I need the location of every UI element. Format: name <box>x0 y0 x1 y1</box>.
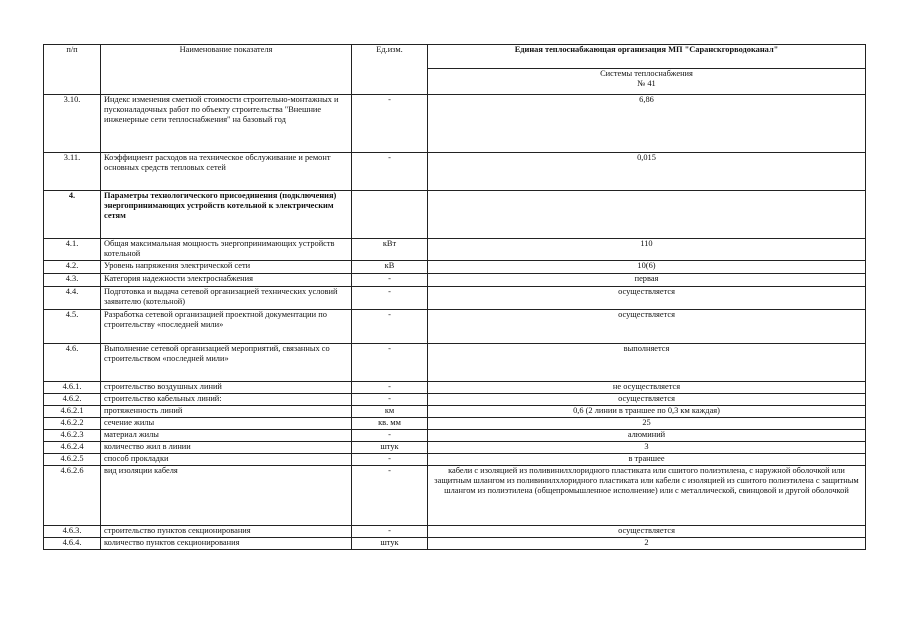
row-unit: кВт <box>352 239 428 261</box>
row-num: 3.11. <box>44 153 101 191</box>
row-unit: кВ <box>352 261 428 274</box>
row-num: 4.6.1. <box>44 382 101 394</box>
row-value: кабели с изоляцией из поливинилхлоридного пластиката или сшитого полиэтилена, с наружной оболочкой или защитным шлангом из поливинилхлоридного пластиката или кабели с изоляцией из сшитого полиэтилена с защитным шлангом из полиэтилена (общепромышленное исполнение) или с металлической, свинцовой и другой оболочкой <box>428 466 866 526</box>
header-unit: Ед.изм. <box>352 45 428 95</box>
table-row <box>44 95 866 153</box>
header-systems <box>428 69 866 95</box>
row-name: Подготовка и выдача сетевой организацией технических условий заявителю (котельной) <box>101 287 352 310</box>
row-name: Уровень напряжения электрической сети <box>101 261 352 274</box>
row-unit: штук <box>352 442 428 454</box>
row-value <box>428 191 866 239</box>
table-row <box>44 274 866 287</box>
row-name: количество пунктов секционирования <box>101 538 352 550</box>
row-name: материал жилы <box>101 430 352 442</box>
row-name: строительство пунктов секционирования <box>101 526 352 538</box>
row-num: 4.4. <box>44 287 101 310</box>
table-row <box>44 394 866 406</box>
row-value: не осуществляется <box>428 382 866 394</box>
row-value: 10(6) <box>428 261 866 274</box>
row-unit: штук <box>352 538 428 550</box>
row-unit: - <box>352 95 428 153</box>
table-row <box>44 418 866 430</box>
row-value: осуществляется <box>428 526 866 538</box>
header-systems-line1: Системы теплоснабжения <box>600 69 693 78</box>
row-name: количество жил в линии <box>101 442 352 454</box>
table-row <box>44 287 866 310</box>
table-row <box>44 442 866 454</box>
row-unit: - <box>352 274 428 287</box>
header-name: Наименование показателя <box>101 45 352 95</box>
row-unit: - <box>352 310 428 344</box>
row-name: Коэффициент расходов на техническое обслуживание и ремонт основных средств тепловых сетей <box>101 153 352 191</box>
row-num: 4.6. <box>44 344 101 382</box>
table-row <box>44 406 866 418</box>
row-value: 110 <box>428 239 866 261</box>
row-num: 4.6.4. <box>44 538 101 550</box>
row-num: 4.6.2.6 <box>44 466 101 526</box>
row-num: 4. <box>44 191 101 239</box>
row-name: Индекс изменения сметной стоимости строительно-монтажных и пусконаладочных работ по объекту строительства "Внешние инженерные сети теплоснабжения" на базовый год <box>101 95 352 153</box>
table-row <box>44 538 866 550</box>
row-unit: - <box>352 454 428 466</box>
row-name: способ прокладки <box>101 454 352 466</box>
row-num: 4.6.2.4 <box>44 442 101 454</box>
row-name: Параметры технологического присоединения (подключения) энергопринимающих устройств котельной к электрическим сетям <box>101 191 352 239</box>
header-org: Единая теплоснабжающая организация МП "Саранскгорводоканал" <box>428 45 866 69</box>
row-num: 4.2. <box>44 261 101 274</box>
row-name: Категория надежности электроснабжения <box>101 274 352 287</box>
row-name: протяженность линий <box>101 406 352 418</box>
row-num: 4.6.3. <box>44 526 101 538</box>
row-value: в траншее <box>428 454 866 466</box>
row-name: вид изоляции кабеля <box>101 466 352 526</box>
row-unit: - <box>352 382 428 394</box>
row-name: Выполнение сетевой организацией мероприятий, связанных со строительством «последней мили» <box>101 344 352 382</box>
row-num: 4.3. <box>44 274 101 287</box>
row-value: осуществляется <box>428 394 866 406</box>
table-row <box>44 261 866 274</box>
row-unit: кв. мм <box>352 418 428 430</box>
row-unit: км <box>352 406 428 418</box>
table-row <box>44 526 866 538</box>
row-value: 2 <box>428 538 866 550</box>
table-row <box>44 466 866 526</box>
table-row <box>44 454 866 466</box>
row-value: 3 <box>428 442 866 454</box>
row-value: 25 <box>428 418 866 430</box>
row-unit: - <box>352 466 428 526</box>
row-num: 4.1. <box>44 239 101 261</box>
row-value: осуществляется <box>428 287 866 310</box>
row-unit: - <box>352 287 428 310</box>
row-num: 4.6.2.5 <box>44 454 101 466</box>
row-num: 3.10. <box>44 95 101 153</box>
table-row <box>44 153 866 191</box>
table-row <box>44 239 866 261</box>
row-unit: - <box>352 526 428 538</box>
row-value: алюминий <box>428 430 866 442</box>
row-value: осуществляется <box>428 310 866 344</box>
row-unit: - <box>352 394 428 406</box>
row-name: Общая максимальная мощность энергопринимающих устройств котельной <box>101 239 352 261</box>
table-row <box>44 382 866 394</box>
row-name: сечение жилы <box>101 418 352 430</box>
row-unit: - <box>352 344 428 382</box>
table-row <box>44 310 866 344</box>
row-unit: - <box>352 153 428 191</box>
row-num: 4.5. <box>44 310 101 344</box>
header-num: п/п <box>44 45 101 95</box>
row-num: 4.6.2.1 <box>44 406 101 418</box>
row-name: Разработка сетевой организацией проектной документации по строительству «последней мили» <box>101 310 352 344</box>
row-num: 4.6.2. <box>44 394 101 406</box>
row-value: 0,015 <box>428 153 866 191</box>
header-systems-line2: № 41 <box>637 78 656 88</box>
row-name: строительство воздушных линий <box>101 382 352 394</box>
indicators-table <box>43 44 866 550</box>
row-unit: - <box>352 430 428 442</box>
row-name: строительство кабельных линий: <box>101 394 352 406</box>
row-value: первая <box>428 274 866 287</box>
row-value: 6,86 <box>428 95 866 153</box>
row-value: 0,6 (2 линии в траншее по 0,3 км каждая) <box>428 406 866 418</box>
table-row <box>44 191 866 239</box>
table-row <box>44 344 866 382</box>
table-row <box>44 430 866 442</box>
row-value: выполняется <box>428 344 866 382</box>
row-unit <box>352 191 428 239</box>
row-num: 4.6.2.3 <box>44 430 101 442</box>
row-num: 4.6.2.2 <box>44 418 101 430</box>
